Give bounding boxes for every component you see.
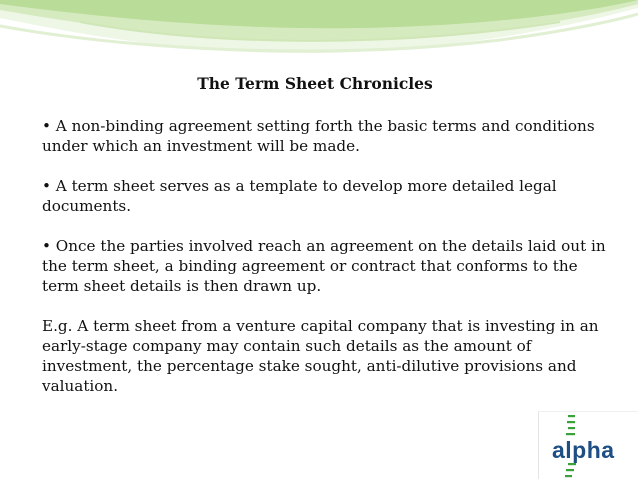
bullet-paragraph-3: • Once the parties involved reach an agreement on the details laid out in the term sheet, a binding agreement or contract that conforms to the term sheet details is then drawn up. xyxy=(42,237,606,295)
bullet-paragraph-1: • A non-binding agreement setting forth the basic terms and conditions under which an investment will be made. xyxy=(42,117,595,155)
decorative-top-wave xyxy=(0,0,638,70)
slide-body xyxy=(42,116,607,416)
slide-title-text: The Term Sheet Chronicles xyxy=(197,74,433,93)
slide-title xyxy=(0,74,638,93)
bullet-paragraph-2: • A term sheet serves as a template to develop more detailed legal documents. xyxy=(42,177,557,215)
logo-text: alpha xyxy=(552,437,615,463)
alpha-logo xyxy=(538,411,638,479)
example-paragraph: E.g. A term sheet from a venture capital company that is investing in an early-stage company may contain such details as the amount of investment, the percentage stake sought, anti-dilutive provisions and valuation. xyxy=(42,317,599,395)
